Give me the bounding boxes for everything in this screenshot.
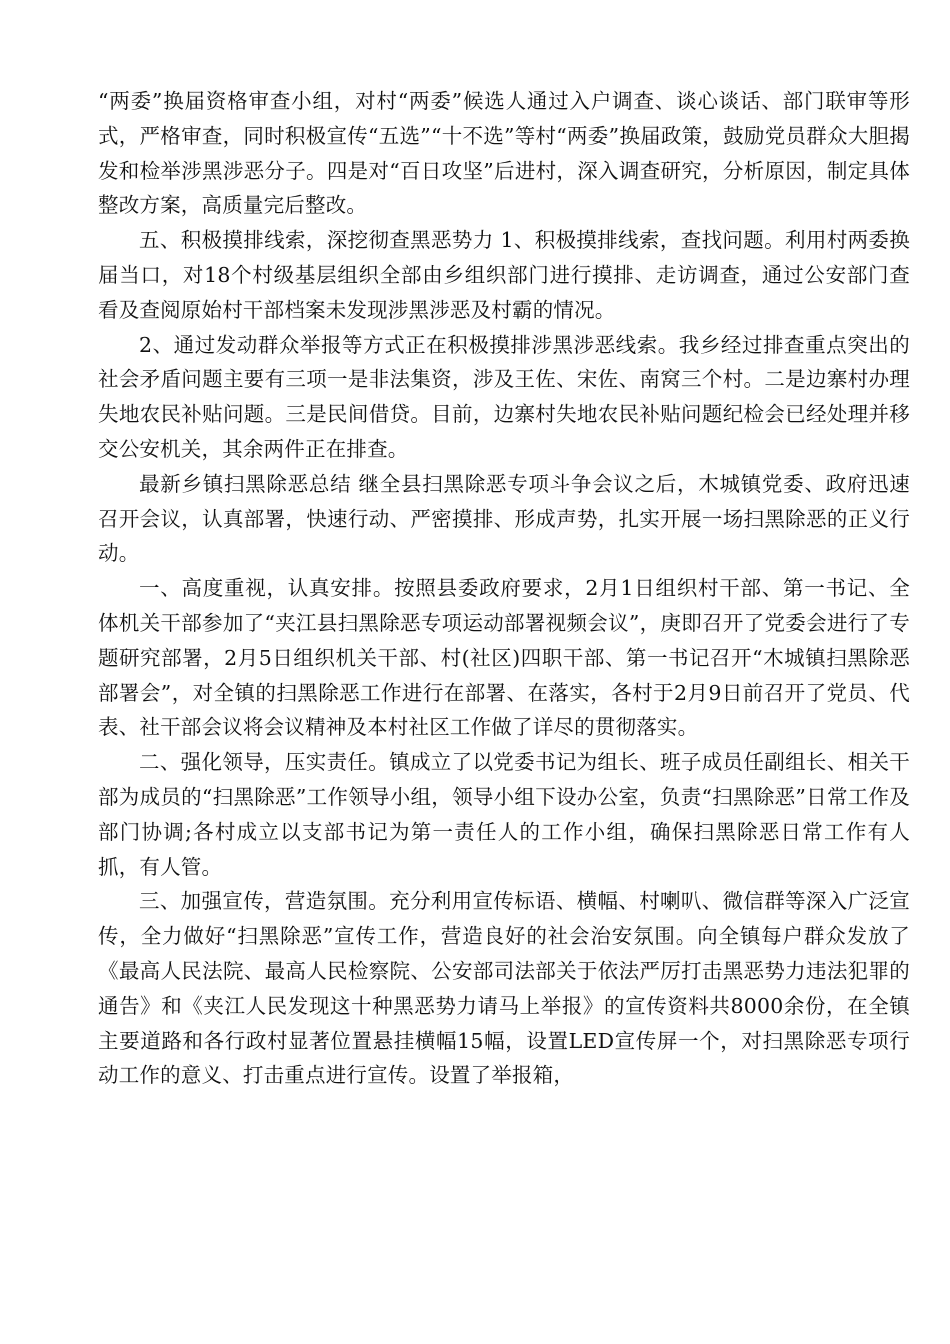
paragraph-5: 一、高度重视，认真安排。按照县委政府要求，2月1日组织村干部、第一书记、全体机关干部参加了“夹江县扫黑除恶专项运动部署视频会议”，庚即召开了党委会进行了专题研究部署，2月5日组织机关干部、村(社区)四职干部、第一书记召开“木城镇扫黑除恶部署会”，对全镇的扫黑除恶工作进行在部署、在落实，各村于2月9日前召开了党员、代表、社干部会议将会议精神及本村社区工作做了详尽的贯彻落实。 (98, 576, 910, 740)
paragraph-3: 2、通过发动群众举报等方式正在积极摸排涉黑涉恶线索。我乡经过排查重点突出的社会矛盾问题主要有三项一是非法集资，涉及王佐、宋佐、南窝三个村。二是边寨村办理失地农民补贴问题。三是民间借贷。目前，边寨村失地农民补贴问题纪检会已经处理并移交公安机关，其余两件正在排查。 (98, 332, 910, 461)
paragraph-1: “两委”换届资格审查小组，对村“两委”候选人通过入户调查、谈心谈话、部门联审等形式，严格审查，同时积极宣传“五选”“十不选”等村“两委”换届政策，鼓励党员群众大胆揭发和检举涉黑涉恶分子。四是对“百日攻坚”后进村，深入调查研究，分析原因，制定具体整改方案，高质量完后整改。 (98, 89, 910, 218)
paragraph-6: 二、强化领导，压实责任。镇成立了以党委书记为组长、班子成员任副组长、相关干部为成员的“扫黑除恶”工作领导小组，领导小组下设办公室，负责“扫黑除恶”日常工作及部门协调;各村成立以支部书记为第一责任人的工作小组，确保扫黑除恶日常工作有人抓，有人管。 (98, 750, 910, 879)
paragraph-4: 最新乡镇扫黑除恶总结 继全县扫黑除恶专项斗争会议之后，木城镇党委、政府迅速召开会议，认真部署，快速行动、严密摸排、形成声势，扎实开展一场扫黑除恶的正义行动。 (98, 471, 910, 566)
document-body (98, 84, 910, 1093)
paragraph-2: 五、积极摸排线索，深挖彻查黑恶势力 1、积极摸排线索，查找问题。利用村两委换届当口，对18个村级基层组织全部由乡组织部门进行摸排、走访调查，通过公安部门查看及查阅原始村干部档案未发现涉黑涉恶及村霸的情况。 (98, 228, 910, 322)
paragraph-7: 三、加强宣传，营造氛围。充分利用宣传标语、横幅、村喇叭、微信群等深入广泛宣传，全力做好“扫黑除恶”宣传工作，营造良好的社会治安氛围。向全镇每户群众发放了《最高人民法院、最高人民检察院、公安部司法部关于依法严厉打击黑恶势力违法犯罪的通告》和《夹江人民发现这十种黑恶势力请马上举报》的宣传资料共8000余份，在全镇主要道路和各行政村显著位置悬挂横幅15幅，设置LED宣传屏一个，对扫黑除恶专项行动工作的意义、打击重点进行宣传。设置了举报箱， (98, 889, 910, 1088)
